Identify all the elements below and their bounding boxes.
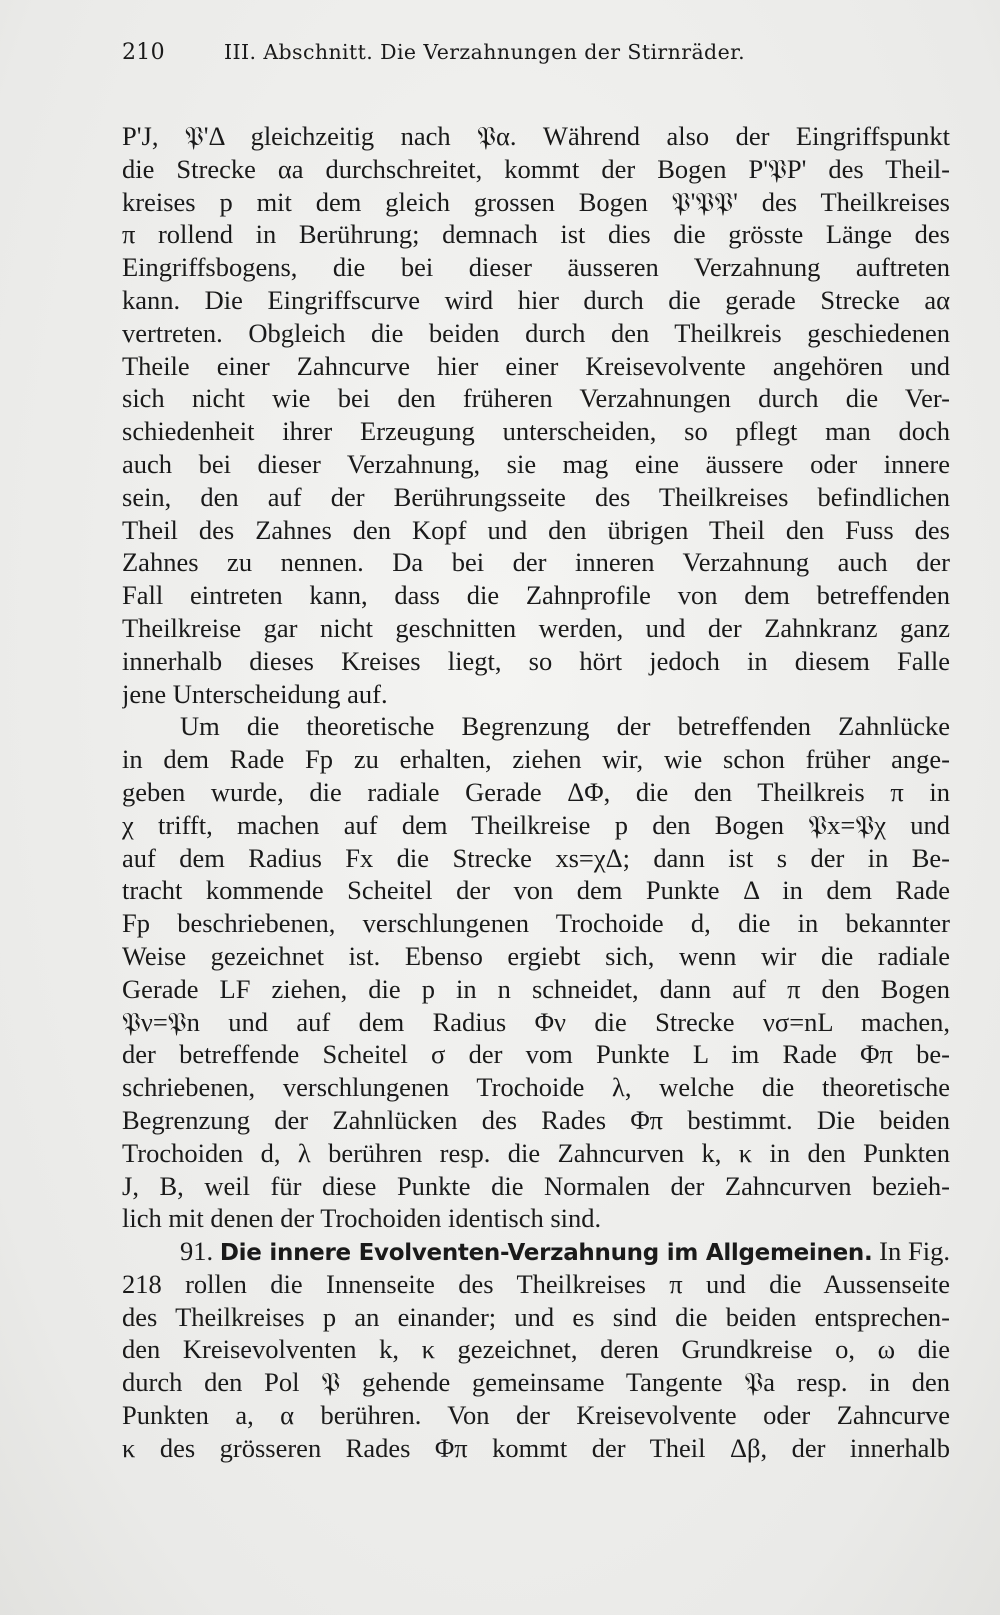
text-line: Weise gezeichnet ist. Ebenso ergiebt sich, wenn wir die radiale (122, 940, 950, 971)
section-heading-continuation: In Fig. (879, 1236, 950, 1267)
text-line: Punkten a, α berühren. Von der Kreisevolvente oder Zahncurve (122, 1400, 950, 1431)
section-heading-line (122, 1235, 950, 1268)
text-line: auch bei dieser Verzahnung, sie mag eine äussere oder innere (122, 448, 950, 479)
running-head (122, 40, 950, 80)
section-heading: Die innere Evolventen-Verzahnung im Allgemeinen. (219, 1240, 873, 1267)
text-line: Theil des Zahnes den Kopf und den übrigen Theil den Fuss des (122, 514, 950, 545)
section-number: 91. (180, 1236, 214, 1267)
text-line: Begrenzung der Zahnlücken des Rades Φπ bestimmt. Die beiden (122, 1104, 950, 1135)
text-line: κ des grösseren Rades Φπ kommt der Theil Δβ, der innerhalb (122, 1432, 950, 1463)
text-line: schiedenheit ihrer Erzeugung unterscheiden, so pflegt man doch (122, 416, 950, 447)
text-line: in dem Rade Fp zu erhalten, ziehen wir, wie schon früher ange- (122, 744, 950, 775)
text-line: auf dem Radius Fx die Strecke xs=χΔ; dann ist s der in Be- (122, 842, 950, 873)
text-line: vertreten. Obgleich die beiden durch den Theilkreis geschiedenen (122, 317, 950, 348)
text-line: der betreffende Scheitel σ der vom Punkte L im Rade Φπ be- (122, 1039, 950, 1070)
page-number: 210 (122, 40, 165, 65)
text-line: Fp beschriebenen, verschlungenen Trochoide d, die in bekannter (122, 908, 950, 939)
text-line: sein, den auf der Berührungsseite des Theilkreises befindlichen (122, 481, 950, 512)
text-line: J, B, weil für diese Punkte die Normalen der Zahncurven bezieh- (122, 1170, 950, 1201)
text-line: kreises p mit dem gleich grossen Bogen 𝔓'𝔓𝔓' des Theilkreises (122, 186, 950, 217)
text-line: den Kreisevolventen k, κ gezeichnet, deren Grundkreise o, ω die (122, 1334, 950, 1365)
text-line: Zahnes zu nennen. Da bei der inneren Verzahnung auch der (122, 547, 950, 578)
text-line: P'J, 𝔓'Δ gleichzeitig nach 𝔓α. Während also der Eingriffspunkt (122, 121, 950, 151)
text-line: Gerade LF ziehen, die p in n schneidet, dann auf π den Bogen (122, 973, 950, 1004)
text-line: kann. Die Eingriffscurve wird hier durch die gerade Strecke aα (122, 284, 950, 315)
text-line: χ trifft, machen auf dem Theilkreise p den Bogen 𝔓x=𝔓χ und (122, 809, 950, 840)
text-line: durch den Pol 𝔓 gehende gemeinsame Tangente 𝔓a resp. in den (122, 1367, 950, 1398)
text-line: Um die theoretische Begrenzung der betreffenden Zahnlücke (180, 711, 950, 742)
text-line: 𝔓ν=𝔓n und auf dem Radius Φν die Strecke νσ=nL machen, (122, 1006, 950, 1037)
text-line: Theile einer Zahncurve hier einer Kreisevolvente angehören und (122, 350, 950, 381)
text-line: sich nicht wie bei den früheren Verzahnungen durch die Ver- (122, 383, 950, 414)
text-line: Fall eintreten kann, dass die Zahnprofile von dem betreffenden (122, 580, 950, 611)
text-line: lich mit denen der Trochoiden identisch sind. (122, 1203, 602, 1234)
text-line: π rollend in Berührung; demnach ist dies die grösste Länge des (122, 219, 950, 250)
chapter-title: III. Abschnitt. Die Verzahnungen der Stirnräder. (224, 40, 745, 64)
text-line: innerhalb dieses Kreises liegt, so hört jedoch in diesem Falle (122, 645, 950, 676)
text-line: tracht kommende Scheitel der von dem Punkte Δ in dem Rade (122, 875, 950, 906)
text-line: schriebenen, verschlungenen Trochoide λ, welche die theoretische (122, 1072, 950, 1103)
text-line: jene Unterscheidung auf. (122, 678, 388, 709)
text-line: 218 rollen die Innenseite des Theilkreises π und die Aussenseite (122, 1268, 950, 1299)
text-line: Trochoiden d, λ berühren resp. die Zahncurven k, κ in den Punkten (122, 1137, 950, 1168)
text-line: Theilkreise gar nicht geschnitten werden, und der Zahnkranz ganz (122, 612, 950, 643)
text-line: des Theilkreises p an einander; und es sind die beiden entsprechen- (122, 1301, 950, 1332)
text-line: die Strecke αa durchschreitet, kommt der Bogen P'𝔓P' des Theil- (122, 153, 950, 184)
body-text (122, 120, 950, 1465)
text-line: geben wurde, die radiale Gerade ΔΦ, die den Theilkreis π in (122, 776, 950, 807)
text-line: Eingriffsbogens, die bei dieser äusseren Verzahnung auftreten (122, 252, 950, 283)
